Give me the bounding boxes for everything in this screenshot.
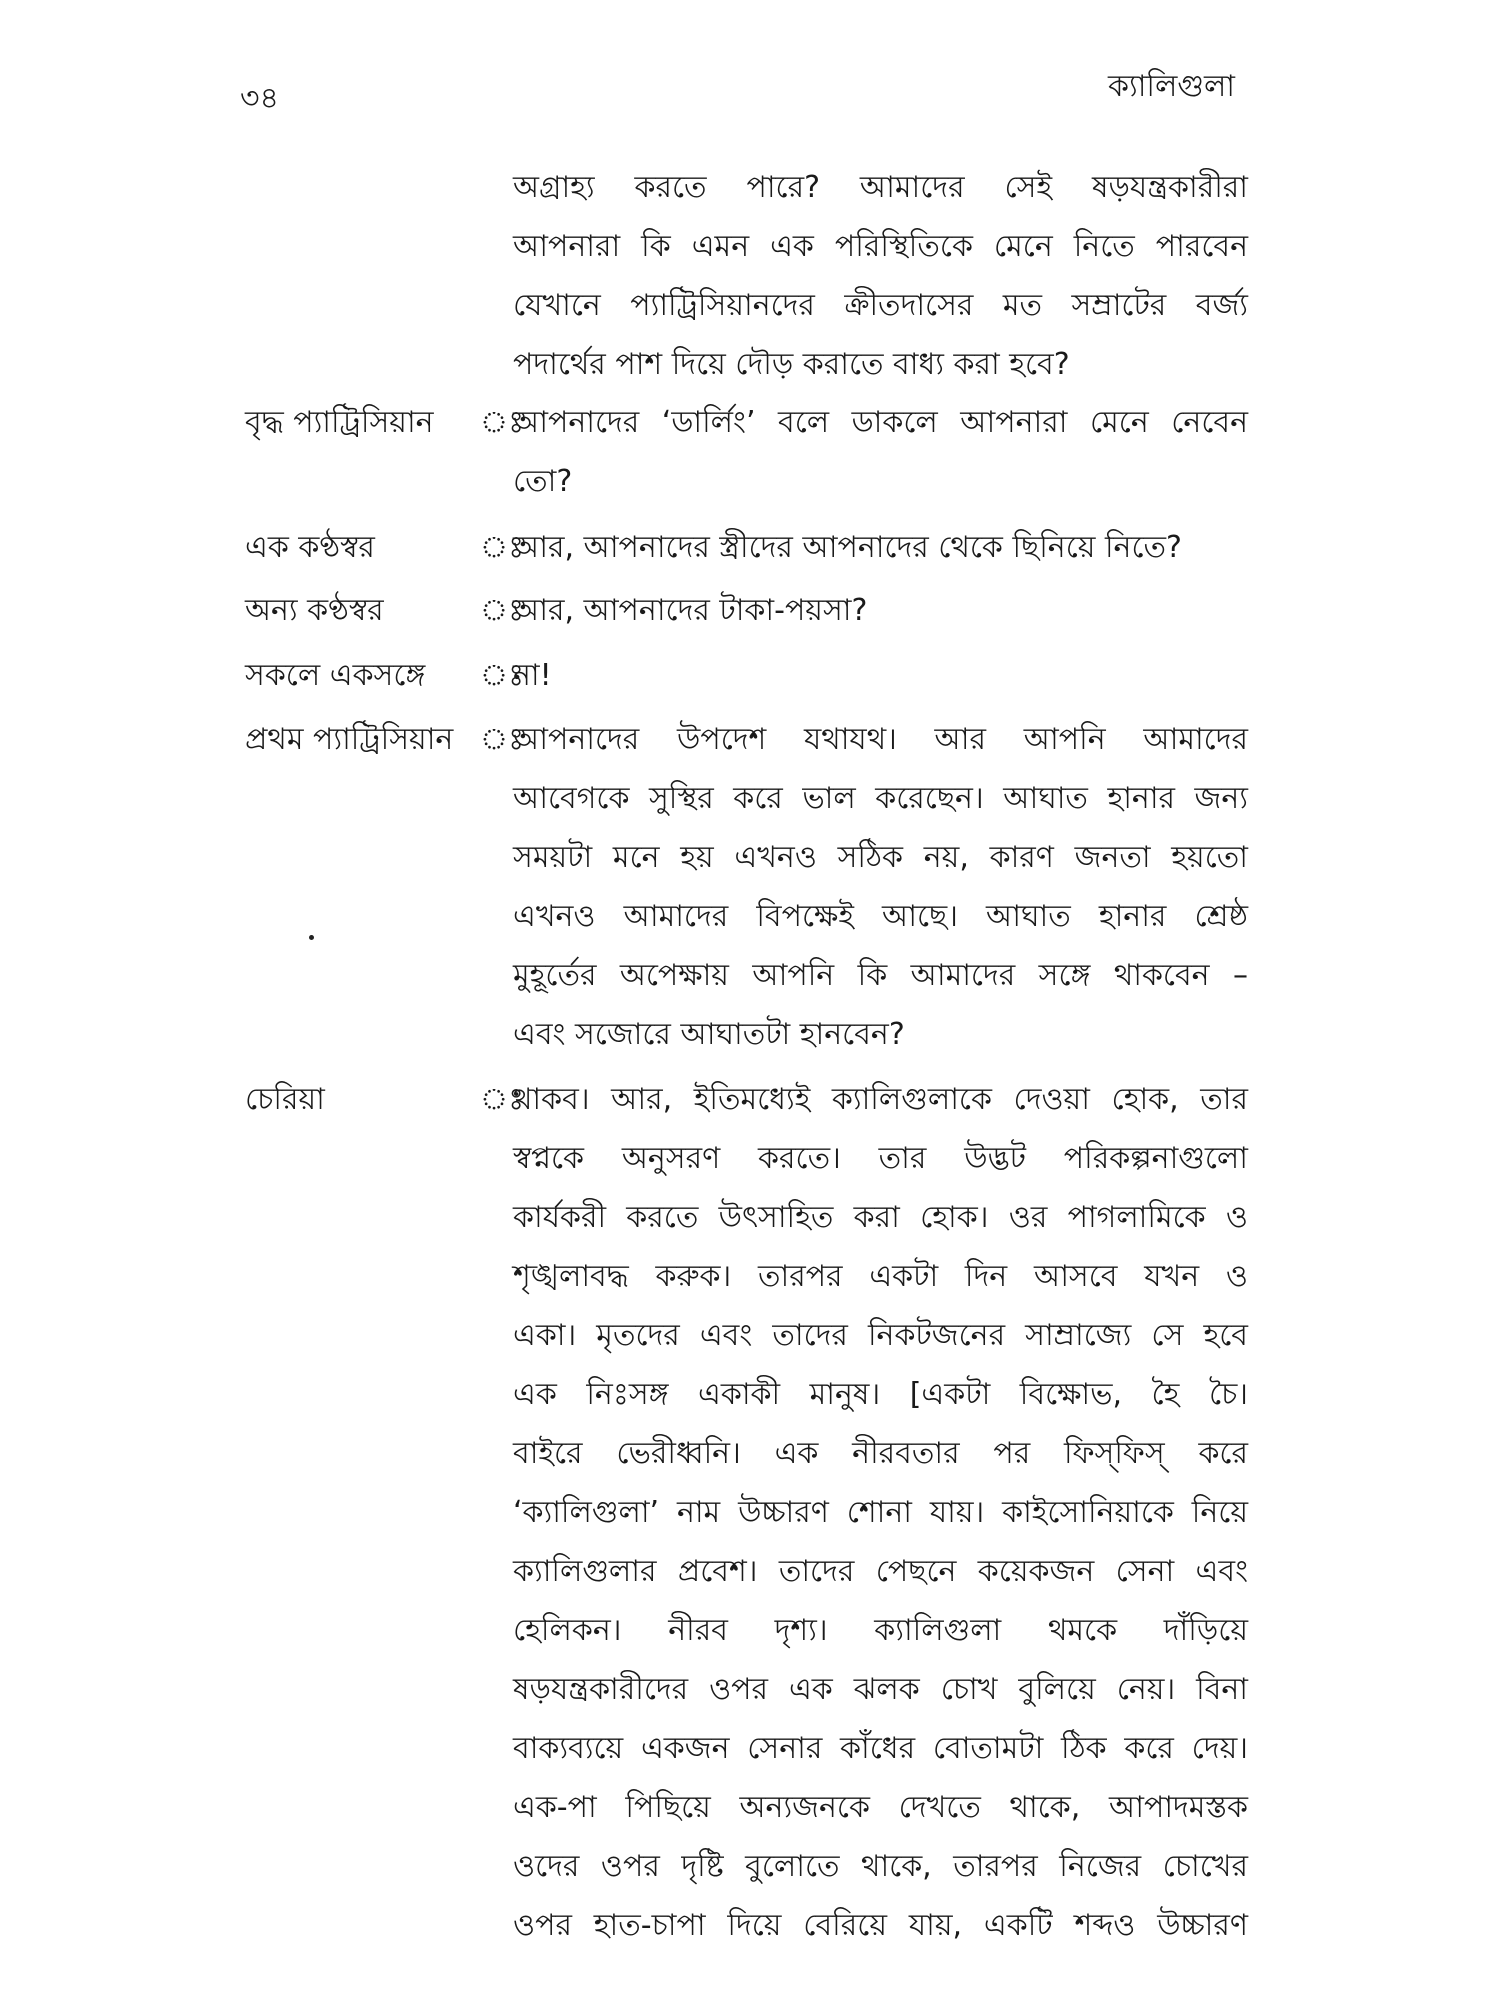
text-line: তো? bbox=[513, 464, 573, 499]
text-line: এক নিঃসঙ্গ একাকী মানুষ। [একটা বিক্ষোভ, হৈ চৈ। bbox=[513, 1377, 1248, 1412]
stray-mark bbox=[309, 935, 314, 940]
speech-text bbox=[513, 581, 1248, 640]
text-line: আপনাদের উপদেশ যথাযথ। আর আপনি আমাদের bbox=[513, 722, 1248, 757]
text-line: আবেগকে সুস্থির করে ভাল করেছেন। আঘাত হানার জন্য bbox=[513, 781, 1248, 816]
text-line: না! bbox=[513, 658, 552, 693]
page-number: ৩৪ bbox=[240, 81, 279, 116]
speaker-colon: ঃ bbox=[480, 593, 525, 628]
running-title: ক্যালিগুলা bbox=[1108, 69, 1235, 104]
speech-text bbox=[513, 1070, 1248, 1955]
speaker-name: এক কণ্ঠস্বর bbox=[245, 530, 375, 565]
text-line: বাইরে ভেরীধ্বনি। এক নীরবতার পর ফিস্‌ফিস্‌ করে bbox=[513, 1436, 1248, 1471]
text-line: শৃঙ্খলাবদ্ধ করুক। তারপর একটা দিন আসবে যখন ও bbox=[513, 1259, 1248, 1294]
speech-text bbox=[513, 646, 1248, 705]
text-line: স্বপ্নকে অনুসরণ করতে। তার উদ্ভট পরিকল্পনাগুলো bbox=[513, 1141, 1248, 1176]
text-line: এবং সজোরে আঘাতটা হানবেন? bbox=[513, 1017, 905, 1052]
text-line: আপনাদের ‘ডার্লিং’ বলে ডাকলে আপনারা মেনে নেবেন bbox=[513, 405, 1248, 440]
speech-text bbox=[513, 518, 1248, 577]
speaker-colon: ঃ bbox=[480, 405, 525, 440]
text-line: একা। মৃতদের এবং তাদের নিকটজনের সাম্রাজ্যে সে হবে bbox=[513, 1318, 1248, 1353]
intro-paragraph bbox=[513, 158, 1248, 394]
speaker-name: অন্য কণ্ঠস্বর bbox=[245, 593, 384, 628]
text-line: কার্যকরী করতে উৎসাহিত করা হোক। ওর পাগলামিকে ও bbox=[513, 1200, 1248, 1235]
speaker-colon: ঃ bbox=[480, 530, 525, 565]
text-line: আর, আপনাদের স্ত্রীদের আপনাদের থেকে ছিনিয়ে নিতে? bbox=[513, 530, 1182, 565]
text-line: ‘ক্যালিগুলা’ নাম উচ্চারণ শোনা যায়। কাইসোনিয়াকে নিয়ে bbox=[513, 1495, 1248, 1530]
speaker-colon: ঃ bbox=[480, 1082, 525, 1117]
speaker-colon: ঃ bbox=[480, 658, 525, 693]
text-line: সময়টা মনে হয় এখনও সঠিক নয়, কারণ জনতা হয়তো bbox=[513, 840, 1248, 875]
text-line: আপনারা কি এমন এক পরিস্থিতিকে মেনে নিতে পারবেন bbox=[513, 229, 1248, 264]
text-line: ওপর হাত-চাপা দিয়ে বেরিয়ে যায়, একটি শব্দও উচ্চারণ bbox=[513, 1908, 1248, 1943]
text-line: ষড়যন্ত্রকারীদের ওপর এক ঝলক চোখ বুলিয়ে নেয়। বিনা bbox=[513, 1672, 1248, 1707]
text-line: এক-পা পিছিয়ে অন্যজনকে দেখতে থাকে, আপাদমস্তক bbox=[513, 1790, 1248, 1825]
text-line: বাক্যব্যয়ে একজন সেনার কাঁধের বোতামটা ঠিক করে দেয়। bbox=[513, 1731, 1248, 1766]
speaker-name: চেরিয়া bbox=[245, 1082, 325, 1117]
speech-text bbox=[513, 393, 1248, 511]
speech-text bbox=[513, 710, 1248, 1064]
text-line: অগ্রাহ্য করতে পারে? আমাদের সেই ষড়যন্ত্রকারীরা bbox=[513, 170, 1248, 205]
text-line: হেলিকন। নীরব দৃশ্য। ক্যালিগুলা থমকে দাঁড়িয়ে bbox=[513, 1613, 1248, 1648]
text-line: আর, আপনাদের টাকা-পয়সা? bbox=[513, 593, 868, 628]
speaker-colon: ঃ bbox=[480, 722, 525, 757]
text-line: যেখানে প্যাট্রিসিয়ানদের ক্রীতদাসের মত সম্রাটের বর্জ্য bbox=[513, 288, 1248, 323]
text-line: মুহূর্তের অপেক্ষায় আপনি কি আমাদের সঙ্গে থাকবেন – bbox=[513, 958, 1248, 993]
speaker-name: প্রথম প্যাট্রিসিয়ান bbox=[245, 722, 454, 757]
text-line: থাকব। আর, ইতিমধ্যেই ক্যালিগুলাকে দেওয়া হোক, তার bbox=[513, 1082, 1248, 1117]
speaker-name: সকলে একসঙ্গে bbox=[245, 658, 426, 693]
text-line: ক্যালিগুলার প্রবেশ। তাদের পেছনে কয়েকজন সেনা এবং bbox=[513, 1554, 1248, 1589]
speaker-name: বৃদ্ধ প্যাট্রিসিয়ান bbox=[245, 405, 434, 440]
text-line: পদার্থের পাশ দিয়ে দৌড় করাতে বাধ্য করা হবে? bbox=[513, 347, 1070, 382]
text-line: এখনও আমাদের বিপক্ষেই আছে। আঘাত হানার শ্রেষ্ঠ bbox=[513, 899, 1248, 934]
text-line: ওদের ওপর দৃষ্টি বুলোতে থাকে, তারপর নিজের চোখের bbox=[513, 1849, 1248, 1884]
